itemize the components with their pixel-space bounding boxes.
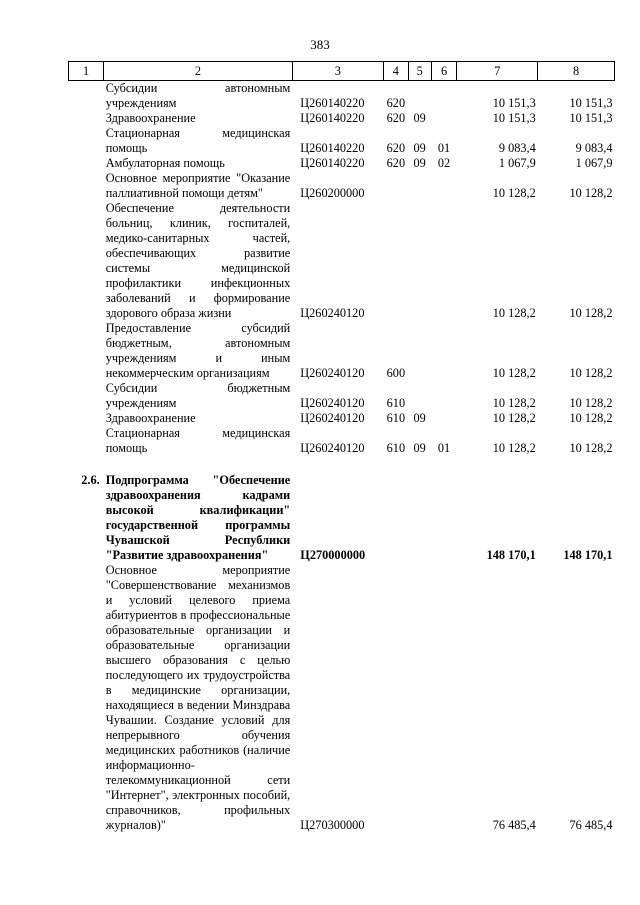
subsection-code: [431, 563, 457, 833]
section-number: [69, 381, 104, 411]
section-code: [408, 563, 431, 833]
section-number: [69, 201, 104, 321]
section-number: [69, 321, 104, 381]
col-header: 8: [538, 62, 615, 81]
amount-col7: 10 128,2: [492, 441, 536, 455]
section-code: [408, 81, 431, 112]
section-number: [69, 81, 104, 112]
amount-col7: 9 083,4: [498, 141, 536, 155]
amount-col8: 9 083,4: [575, 141, 613, 155]
target-code: Ц260140220: [300, 96, 365, 110]
row-name: Подпрограмма "Обеспечение здравоохранения кадрами высокой квалификации" государственной программы Чувашской Республики "Развитие здравоохранения": [105, 473, 291, 562]
subsection-code: [431, 411, 457, 426]
row-name: Стационарная медицинская помощь: [105, 426, 291, 455]
subsection-code: 01: [437, 141, 451, 155]
expense-type: 620: [386, 141, 406, 155]
expense-type: [383, 201, 408, 321]
amount-col7: 10 128,2: [492, 186, 536, 200]
amount-col8: 10 128,2: [569, 441, 613, 455]
section-number: [69, 563, 104, 833]
expense-type: 610: [386, 396, 406, 410]
section-code: [408, 201, 431, 321]
section-number: [69, 126, 104, 156]
section-code: [408, 321, 431, 381]
target-code: Ц260140220: [300, 156, 365, 170]
section-number: [69, 156, 104, 171]
target-code: Ц270300000: [300, 818, 365, 832]
section-code: [408, 171, 431, 201]
section-number: [69, 426, 104, 456]
table-row: [69, 126, 615, 156]
amount-col8: 1 067,9: [575, 156, 613, 170]
subsection-code: [431, 201, 457, 321]
table-row: [69, 563, 615, 833]
section-code: 09: [413, 141, 426, 155]
target-code: Ц270000000: [300, 548, 366, 562]
amount-col8: 10 151,3: [569, 96, 613, 110]
col-header: 2: [104, 62, 293, 81]
row-name: Основное мероприятие "Оказание паллиативной помощи детям": [105, 171, 291, 200]
expense-type: 600: [386, 366, 406, 380]
section-code: [408, 473, 431, 563]
row-name: Предоставление субсидий бюджетным, автономным учреждениям и иным некоммерческим организациям: [105, 321, 291, 380]
subsection-code: [431, 473, 457, 563]
amount-col8: 76 485,4: [569, 818, 613, 832]
table-row: [69, 381, 615, 411]
amount-col7: 10 151,3: [492, 111, 536, 125]
target-code: Ц260240120: [300, 306, 365, 320]
amount-col7: 1 067,9: [498, 156, 536, 170]
section-number: [69, 111, 104, 126]
amount-col7: 10 128,2: [492, 411, 536, 425]
col-header: 4: [383, 62, 408, 81]
section-code: 09: [413, 111, 426, 125]
table-row: [69, 81, 615, 112]
section-number: [69, 411, 104, 426]
table-row: [69, 321, 615, 381]
subsection-code: [431, 381, 457, 411]
amount-col8: 10 128,2: [569, 411, 613, 425]
row-name: Субсидии бюджетным учреждениям: [105, 381, 291, 410]
table-row: [69, 201, 615, 321]
target-code: Ц260240120: [300, 441, 365, 455]
section-code: 09: [413, 156, 426, 170]
col-header: 7: [457, 62, 538, 81]
amount-col8: 10 128,2: [569, 306, 613, 320]
row-name: Субсидии автономным учреждениям: [105, 81, 291, 110]
budget-table: [68, 61, 615, 833]
expense-type: 620: [386, 96, 406, 110]
amount-col7: 10 128,2: [492, 396, 536, 410]
section-number: [69, 171, 104, 201]
expense-type: [383, 171, 408, 201]
row-name: Стационарная медицинская помощь: [105, 126, 291, 155]
table-row: [69, 473, 615, 563]
amount-col7: 148 170,1: [486, 548, 536, 562]
target-code: Ц260240120: [300, 411, 365, 425]
page-number: 383: [310, 37, 330, 52]
table-row: [69, 171, 615, 201]
section-code: 09: [413, 411, 426, 425]
amount-col7: 10 151,3: [492, 96, 536, 110]
target-code: Ц260240120: [300, 366, 365, 380]
target-code: Ц260140220: [300, 141, 365, 155]
subsection-code: [431, 171, 457, 201]
row-name: Здравоохранение: [105, 111, 196, 125]
amount-col8: 10 128,2: [569, 186, 613, 200]
table-row: [69, 156, 615, 171]
row-name: Здравоохранение: [105, 411, 196, 425]
section-number: 2.6.: [81, 473, 100, 487]
expense-type: 620: [386, 156, 406, 170]
subsection-code: [431, 81, 457, 112]
subsection-code: [431, 111, 457, 126]
target-code: Ц260200000: [300, 186, 365, 200]
col-header: 5: [408, 62, 431, 81]
subsection-code: 02: [437, 156, 451, 170]
expense-type: [383, 563, 408, 833]
target-code: Ц260140220: [300, 111, 365, 125]
row-name: Амбулаторная помощь: [105, 156, 225, 170]
amount-col7: 10 128,2: [492, 306, 536, 320]
amount-col8: 148 170,1: [563, 548, 613, 562]
col-header: 1: [69, 62, 104, 81]
expense-type: 620: [386, 111, 406, 125]
row-name: Основное мероприятие "Совершенствование механизмов и условий целевого приема абитуриентов в профессиональные образовательные организации и образовательные организации высшего образования с целью последующего их трудоустройства в медицинские организации, находящиеся в ведении Минздрава Чувашии. Создание условий для непрерывного обучения медицинских работников (наличие информационно-телекоммуникационной сети "Интернет", электронных пособий, справочников, профильных журналов)": [105, 563, 291, 832]
section-code: 09: [413, 441, 426, 455]
spacer-row: [69, 456, 615, 473]
target-code: Ц260240120: [300, 396, 365, 410]
amount-col8: 10 128,2: [569, 366, 613, 380]
subsection-code: [431, 321, 457, 381]
amount-col8: 10 151,3: [569, 111, 613, 125]
table-row: [69, 111, 615, 126]
table-row: [69, 426, 615, 456]
expense-type: [383, 473, 408, 563]
header-row: [69, 62, 615, 81]
subsection-code: 01: [437, 441, 451, 455]
amount-col8: 10 128,2: [569, 396, 613, 410]
table-row: [69, 411, 615, 426]
row-name: Обеспечение деятельности больниц, клиник, госпиталей, медико-санитарных частей, обеспечивающих развитие системы медицинской профилактики инфекционных заболеваний и формирование здорового образа жизни: [105, 201, 291, 320]
amount-col7: 76 485,4: [492, 818, 536, 832]
expense-type: 610: [386, 411, 406, 425]
col-header: 6: [431, 62, 457, 81]
section-code: [408, 381, 431, 411]
col-header: 3: [292, 62, 383, 81]
amount-col7: 10 128,2: [492, 366, 536, 380]
expense-type: 610: [386, 441, 406, 455]
